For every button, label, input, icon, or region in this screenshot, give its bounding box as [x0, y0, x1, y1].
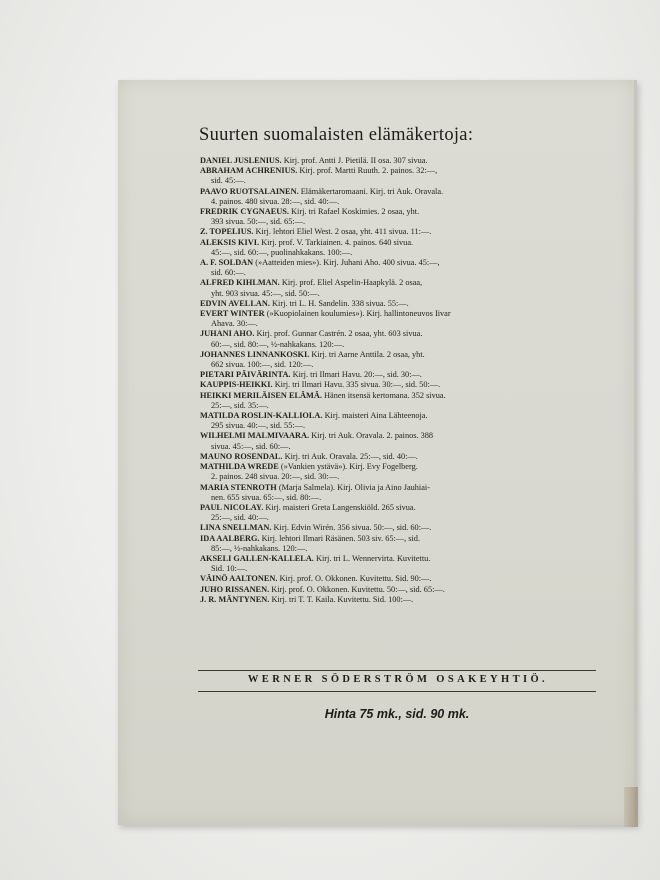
entry-name: ALFRED KIHLMAN.: [200, 278, 280, 288]
list-item: [200, 309, 595, 329]
entry-details: Kirj. Edvin Wirén. 356 sivua. 50:—, sid. 60:—.: [273, 523, 432, 533]
entry-name: MATHILDA WREDE: [200, 462, 279, 472]
entry-details: Kirj. tri Auk. Oravala. 2. painos. 388: [311, 431, 434, 441]
entry-name: VÄINÖ AALTONEN.: [200, 574, 278, 584]
entry-name: J. R. MÄNTYNEN.: [200, 594, 270, 604]
entry-name: PAUL NICOLAY.: [200, 502, 264, 512]
top-rule-divider: [198, 670, 596, 671]
entry-details-continued: yht. 903 sivua. 45:—, sid. 50:—.: [211, 288, 320, 298]
entry-details-continued: 85:—, ½-nahkakans. 120:—.: [211, 543, 308, 553]
list-item: [200, 187, 595, 207]
entry-details-continued: sid. 45:—.: [211, 176, 246, 186]
biography-list: [200, 156, 595, 605]
entry-details: (Marja Salmela). Kirj. Olivia ja Aino Jauhiai-: [278, 482, 430, 492]
entry-details: Kirj. tri Rafael Koskimies. 2 osaa, yht.: [291, 207, 420, 217]
entry-details: Elämäkertaromaani. Kirj. tri Auk. Oravala.: [300, 186, 444, 196]
list-item: [200, 156, 595, 166]
entry-details-continued: 25:—, sid. 35:—.: [211, 400, 269, 410]
entry-name: FREDRIK CYGNAEUS.: [200, 207, 289, 217]
bottom-rule-divider: [198, 691, 596, 692]
list-item: [200, 411, 595, 431]
entry-details: (»Vankien ystävä»). Kirj. Evy Fogelberg.: [280, 462, 418, 472]
list-item: [200, 503, 595, 523]
entry-name: EDVIN AVELLAN.: [200, 298, 270, 308]
list-item: [200, 299, 595, 309]
list-item: [200, 380, 595, 390]
list-item: [200, 207, 595, 227]
entry-name: MAUNO ROSENDAL.: [200, 451, 283, 461]
entry-details: Kirj. tri Aarne Anttila. 2 osaa, yht.: [311, 349, 425, 359]
list-item: [200, 483, 595, 503]
entry-name: JOHANNES LINNANKOSKI.: [200, 349, 310, 359]
list-item: [200, 462, 595, 482]
list-item: [200, 574, 595, 584]
list-item: [200, 523, 595, 533]
entry-details: Kirj. prof. O. Okkonen. Kuvitettu. 50:—, sid. 65:—.: [271, 584, 445, 594]
entry-details: Kirj. prof. Antti J. Pietilä. II osa. 307 sivua.: [283, 156, 428, 165]
entry-name: EVERT WINTER: [200, 309, 265, 319]
publisher-name: WERNER SÖDERSTRÖM OSAKEYHTIÖ.: [247, 674, 549, 685]
entry-details-continued: sid. 60:—.: [211, 268, 246, 278]
entry-name: ALEKSIS KIVI.: [200, 237, 260, 247]
entry-name: IDA AALBERG.: [200, 533, 260, 543]
entry-name: JUHANI AHO.: [200, 329, 255, 339]
entry-name: MATILDA ROSLIN-KALLIOLA.: [200, 411, 323, 421]
list-item: [200, 431, 595, 451]
entry-details: Kirj. prof. V. Tarkiainen. 4. painos. 640 sivua.: [261, 237, 414, 247]
entry-details-continued: Sid. 10:—.: [211, 564, 248, 574]
entry-name: JUHO RISSANEN.: [200, 584, 270, 594]
list-item: [200, 554, 595, 574]
entry-details: Hänen itsensä kertomana. 352 sivua.: [324, 390, 446, 400]
entry-details-continued: 60:—, sid. 80:—, ½-nahkakans. 120:—.: [211, 339, 345, 349]
list-item: [200, 278, 595, 298]
list-item: [200, 258, 595, 278]
entry-name: DANIEL JUSLENIUS.: [200, 156, 282, 165]
list-item: [200, 534, 595, 554]
entry-details-continued: 662 sivua. 100:—, sid. 120:—.: [211, 360, 314, 370]
entry-details: (»Kuopiolainen koulumies»). Kirj. hallintoneuvos Iivar: [266, 309, 451, 319]
entry-details-continued: 4. painos. 480 sivua. 28:—, sid. 40:—.: [211, 196, 340, 206]
entry-details: Kirj. tri L. H. Sandelin. 338 sivua. 55:—.: [272, 298, 409, 308]
entry-details-continued: 2. painos. 248 sivua. 20:—, sid. 30:—.: [211, 472, 340, 482]
entry-details: Kirj. tri Auk. Oravala. 25:—, sid. 40:—.: [284, 451, 418, 461]
entry-name: PIETARI PÄIVÄRINTA.: [200, 370, 291, 380]
entry-name: A. F. SOLDAN: [200, 258, 254, 268]
entry-name: ABRAHAM ACHRENIUS.: [200, 166, 298, 176]
entry-details: Kirj. prof. Martti Ruuth. 2. painos. 32:—,: [299, 166, 438, 176]
entry-details: Kirj. prof. O. Okkonen. Kuvitettu. Sid. 90:—.: [279, 574, 432, 584]
entry-name: HEIKKI MERILÄISEN ELÄMÄ.: [200, 390, 322, 400]
list-item: [200, 227, 595, 237]
entry-details-continued: 393 sivua. 50:—, sid. 65:—.: [211, 217, 306, 227]
entry-details: Kirj. tri Ilmari Havu. 20:—, sid. 30:—.: [292, 370, 422, 380]
entry-name: PAAVO RUOTSALAINEN.: [200, 186, 299, 196]
list-item: [200, 452, 595, 462]
entry-details-continued: sivua. 45:—, sid. 60:—.: [211, 441, 291, 451]
list-item: [200, 595, 595, 605]
list-item: [200, 585, 595, 595]
entry-name: MARIA STENROTH: [200, 482, 277, 492]
entry-details: Kirj. lehtori Ilmari Räsänen. 503 siv. 65:—, sid.: [261, 533, 421, 543]
list-item: [200, 238, 595, 258]
entry-name: KAUPPIS-HEIKKI.: [200, 380, 273, 390]
entry-details: Kirj. tri T. T. Kaila. Kuvitettu. Sid. 100:—.: [271, 594, 414, 604]
entry-details: Kirj. tri L. Wennervirta. Kuvitettu.: [315, 553, 431, 563]
entry-name: AKSELI GALLEN-KALLELA.: [200, 553, 314, 563]
entry-details-continued: 45:—, sid. 60:—, puolinahkakans. 100:—.: [211, 247, 353, 257]
entry-details-continued: 295 sivua. 40:—, sid. 55:—.: [211, 421, 306, 431]
entry-details: (»Aatteiden mies»). Kirj. Juhani Aho. 400 sivua. 45:—,: [255, 258, 440, 268]
entry-name: Z. TOPELIUS.: [200, 227, 254, 237]
entry-name: LINA SNELLMAN.: [200, 523, 272, 533]
page-title: Suurten suomalaisten elämäkertoja:: [199, 125, 474, 145]
entry-details-continued: Ahava. 30:—.: [211, 319, 258, 329]
entry-details-continued: 25:—, sid. 40:—.: [211, 513, 269, 523]
entry-name: WILHELMI MALMIVAARA.: [200, 431, 310, 441]
list-item: [200, 370, 595, 380]
list-item: [200, 391, 595, 411]
entry-details: Kirj. prof. Eliel Aspelin-Haapkylä. 2 osaa,: [281, 278, 423, 288]
entry-details: Kirj. prof. Gunnar Castrén. 2 osaa, yht. 603 sivua.: [256, 329, 423, 339]
price-line: Hinta 75 mk., sid. 90 mk.: [324, 707, 470, 721]
list-item: [200, 329, 595, 349]
entry-details-continued: nen. 655 sivua. 65:—, sid. 80:—.: [211, 492, 322, 502]
list-item: [200, 350, 595, 370]
entry-details: Kirj. lehtori Eliel West. 2 osaa, yht. 411 sivua. 11:—.: [255, 227, 432, 237]
entry-details: Kirj. maisteri Aina Lähteenoja.: [324, 411, 428, 421]
list-item: [200, 166, 595, 186]
entry-details: Kirj. maisteri Greta Langenskiöld. 265 sivua.: [265, 502, 416, 512]
entry-details: Kirj. tri Ilmari Havu. 335 sivua. 30:—, sid. 50:—.: [274, 380, 441, 390]
